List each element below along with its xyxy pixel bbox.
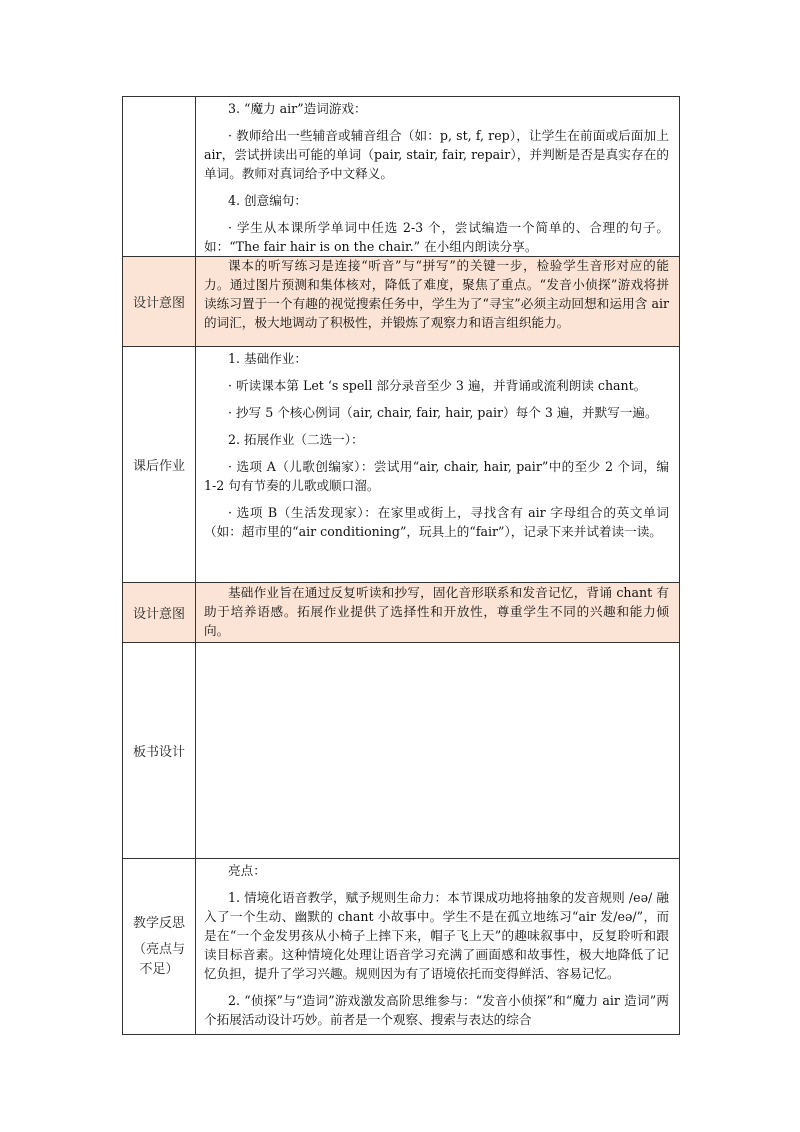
reflection-label <box>123 859 196 1035</box>
item4-title: 4. 创意编句： <box>228 193 307 208</box>
design-intent-paragraph-1: 课本的听写练习是连接“听音”与“拼写”的关键一步，检验学生音形对应的能力。通过图片预测和集体核对，降低了难度，聚焦了重点。“发音小侦探”游戏将拼读练习置于一个有趣的视觉搜索任务中，学生为了“寻宝”必须主动回想和运用含 air 的词汇，极大地调动了积极性，并锻炼了观察力和语言组织能力。 <box>204 258 669 330</box>
item3-title: 3. “魔力 air”造词游戏： <box>228 101 367 116</box>
activities-content <box>196 97 680 257</box>
homework-basic-item-1: · 听读课本第 Let ‘s spell 部分录音至少 3 遍，并背诵或流利朗读 chant。 <box>228 378 647 393</box>
reflection-label-sub-1: （亮点与 <box>132 941 185 957</box>
activities-row <box>123 97 680 257</box>
item4-body: · 学生从本课所学单词中任选 2-3 个，尝试编造一个简单的、合理的句子。如：“The fair hair is on the chair.” 在小组内朗读分享。 <box>204 220 669 254</box>
design-intent-row-1 <box>123 257 680 347</box>
item3-body: · 教师给出一些辅音或辅音组合（如：p, st, f, rep），让学生在前面或后面加上 air，尝试拼读出可能的单词（pair, stair, fair, repair），并判断是否是真实存在的单词。教师对真词给予中文释义。 <box>204 128 669 181</box>
design-intent-text-1 <box>196 257 680 347</box>
homework-extension-title: 2. 拓展作业（二选一）： <box>228 432 364 447</box>
homework-extension-item-2: · 选项 B（生活发现家）：在家里或街上，寻找含有 air 字母组合的英文单词（如：超市里的“air conditioning”，玩具上的“fair”），记录下来并试着读一读。 <box>204 505 669 539</box>
board-design-label: 板书设计 <box>123 643 196 859</box>
board-design-content <box>196 643 680 859</box>
homework-content <box>196 347 680 583</box>
design-intent-paragraph-2: 基础作业旨在通过反复听读和抄写，固化音形联系和发音记忆，背诵 chant 有助于培养语感。拓展作业提供了选择性和开放性，尊重学生不同的兴趣和能力倾向。 <box>204 585 669 638</box>
lesson-plan-page <box>122 96 680 1035</box>
homework-row <box>123 347 680 583</box>
homework-label: 课后作业 <box>123 347 196 583</box>
design-intent-text-2 <box>196 583 680 643</box>
design-intent-label-2: 设计意图 <box>123 583 196 643</box>
lesson-plan-table <box>122 96 680 1035</box>
reflection-label-sub-2: 不足） <box>139 961 179 977</box>
design-intent-label-1: 设计意图 <box>123 257 196 347</box>
reflection-row <box>123 859 680 1035</box>
homework-basic-item-2: · 抄写 5 个核心例词（air, chair, fair, hair, pair）每个 3 遍，并默写一遍。 <box>228 405 658 420</box>
reflection-highlights-title: 亮点： <box>228 863 266 878</box>
activities-label <box>123 97 196 257</box>
homework-extension-item-1: · 选项 A（儿歌创编家）：尝试用“air, chair, hair, pair”中的至少 2 个词，编 1-2 句有节奏的儿歌或顺口溜。 <box>204 459 669 493</box>
board-design-row <box>123 643 680 859</box>
reflection-point-1: 1. 情境化语音教学，赋予规则生命力：本节课成功地将抽象的发音规则 /eə/ 融入了一个生动、幽默的 chant 小故事中。学生不是在孤立地练习“air 发/eə/”，而是在“一个金发男孩从小椅子上摔下来，帽子飞上天”的趣味叙事中，反复聆听和跟读目标音素。这种情境化处理让语音学习充满了画面感和故事性，极大地降低了记忆负担，提升了学习兴趣。规则因为有了语境依托而变得鲜活、容易记忆。 <box>204 890 669 981</box>
design-intent-row-2 <box>123 583 680 643</box>
reflection-point-2: 2. “侦探”与“造词”游戏激发高阶思维参与：“发音小侦探”和“魔力 air 造词”两个拓展活动设计巧妙。前者是一个观察、搜索与表达的综合 <box>204 993 669 1027</box>
reflection-label-main: 教学反思 <box>132 915 185 931</box>
homework-basic-title: 1. 基础作业： <box>228 351 307 366</box>
reflection-content <box>196 859 680 1035</box>
